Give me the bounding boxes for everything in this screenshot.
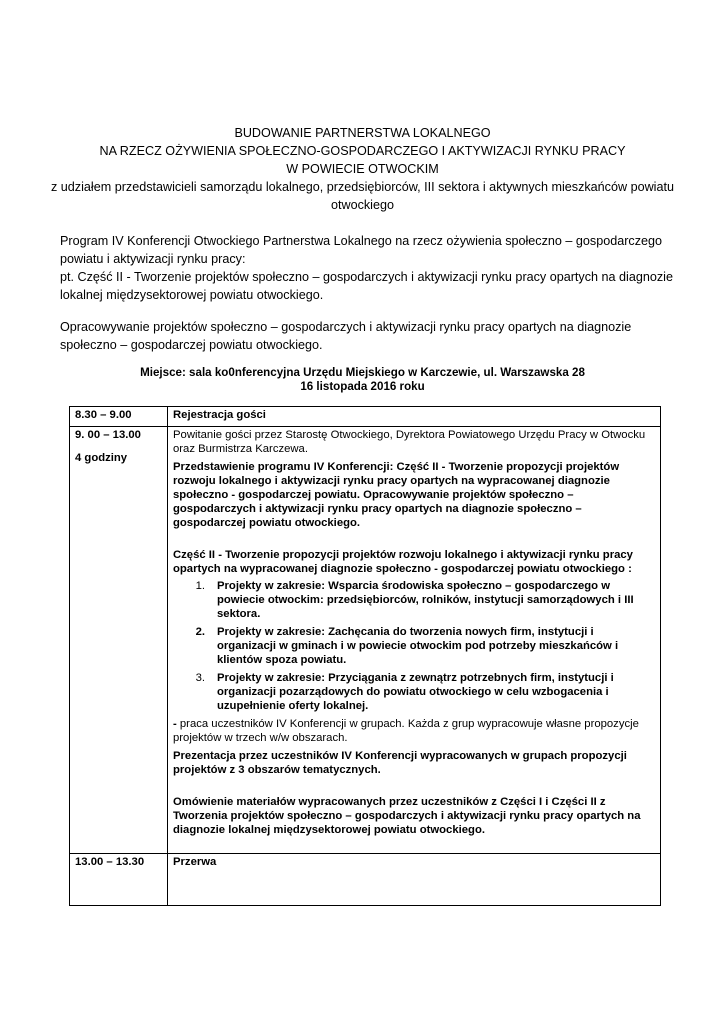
projects-list [173, 579, 655, 713]
group-work-dash: - [173, 718, 177, 730]
event-place: Miejsce: sala ko0nferencyjna Urzędu Miejskiego w Karczewie, ul. Warszawska 28 [140, 366, 585, 379]
group-work-body: praca uczestników IV Konferencji w grupach. Każda z grup wypracowuje własne propozycje projektów w trzech w/w obszarach. [173, 718, 639, 744]
agenda-time-cell [70, 427, 168, 854]
program-summary: Opracowywanie projektów społeczno – gospodarczych i aktywizacji rynku pracy opartych na diagnozie społeczno – gospodarczej powiatu otwockiego. [60, 320, 632, 352]
presentation-text: Przedstawienie programu IV Konferencji: Część II - Tworzenie propozycji projektów rozwoju lokalnego i aktywizacji rynku pracy opartych na wypracowanej diagnozie społeczno - gospodarczej powiatu. Opracowywanie projektów społeczno – gospodarczych i aktywizacji rynku pracy opartych na diagnozie społeczno – gospodarczej powiatu otwockiego. [173, 461, 620, 529]
group-presentation-text: Prezentacja przez uczestników IV Konferencji wypracowanych w grupach propozycji projektów z 3 obszarów tematycznych. [173, 750, 627, 776]
program-title: pt. Część II - Tworzenie projektów społeczno – gospodarczych i aktywizacji rynku pracy opartych na diagnozie lokalnej międzysektorowej powiatu otwockiego. [60, 270, 673, 302]
list-item [173, 625, 655, 667]
agenda-row-main-session [70, 427, 661, 854]
header-title-line1: BUDOWANIE PARTNERSTWA LOKALNEGO [234, 126, 491, 140]
agenda-duration: 4 godziny [75, 452, 128, 464]
list-item-number: 3. [195, 672, 205, 684]
list-item-text: Projekty w zakresie: Wsparcia środowiska społeczno – gospodarczego w powiecie otwockim: przedsiębiorców, rolników, instytucji samorządowych i III sektora. [217, 580, 634, 620]
part2-heading: Część II - Tworzenie propozycji projektów rozwoju lokalnego i aktywizacji rynku pracy opartych na wypracowanej diagnozie społeczno - gospodarczej powiatu otwockiego : [173, 549, 633, 575]
list-item-text: Projekty w zakresie: Zachęcania do tworzenia nowych firm, instytucji i organizacji w gminach i w powiecie otwockim pod potrzeby mieszkańców i klientów spoza powiatu. [217, 626, 619, 666]
welcome-text: Powitanie gości przez Starostę Otwockiego, Dyrektora Powiatowego Urzędu Pracy w Otwocku oraz Burmistrza Karczewa. [173, 429, 646, 455]
list-item-text: Projekty w zakresie: Przyciągania z zewnątrz potrzebnych firm, instytucji i organizacji pozarządowych do powiatu otwockiego w celu wzbogacenia i uzupełnienie oferty lokalnej. [217, 672, 614, 712]
agenda-table [69, 406, 661, 906]
event-date: 16 listopada 2016 roku [300, 380, 425, 393]
agenda-time: 8.30 – 9.00 [70, 407, 168, 427]
agenda-content-cell [168, 427, 661, 854]
agenda-item-title: Rejestracja gości [168, 407, 661, 427]
group-work-text [173, 717, 655, 745]
document-header [40, 124, 685, 214]
agenda-row-registration [70, 407, 661, 427]
list-item-number: 2. [195, 626, 205, 638]
agenda-item-title: Przerwa [168, 854, 661, 906]
agenda-time: 13.00 – 13.30 [70, 854, 168, 906]
program-description: Program IV Konferencji Otwockiego Partnerstwa Lokalnego na rzecz ożywienia społeczno – gospodarczego powiatu i aktywizacji rynku pracy: [60, 234, 663, 266]
agenda-time: 9. 00 – 13.00 [75, 429, 141, 441]
header-title-line2: NA RZECZ OŻYWIENIA SPOŁECZNO-GOSPODARCZEGO I AKTYWIZACJI RYNKU PRACY [99, 144, 626, 158]
discussion-text: Omówienie materiałów wypracowanych przez uczestników z Części I i Części II z Tworzenia projektów społeczno – gospodarczych i aktywizacji rynku pracy opartych na diagnozie lokalnej międzysektorowej powiatu otwockiego. [173, 796, 641, 836]
list-item-number: 1. [195, 580, 205, 592]
list-item [173, 671, 655, 713]
program-intro [60, 232, 680, 354]
agenda-row-break [70, 854, 661, 906]
header-title-line3: W POWIECIE OTWOCKIM [286, 162, 439, 176]
header-subtitle: z udziałem przedstawicieli samorządu lokalnego, przedsiębiorców, III sektora i aktywnych mieszkańców powiatu otwockiego [51, 180, 674, 212]
event-meta [60, 366, 665, 394]
list-item [173, 579, 655, 621]
